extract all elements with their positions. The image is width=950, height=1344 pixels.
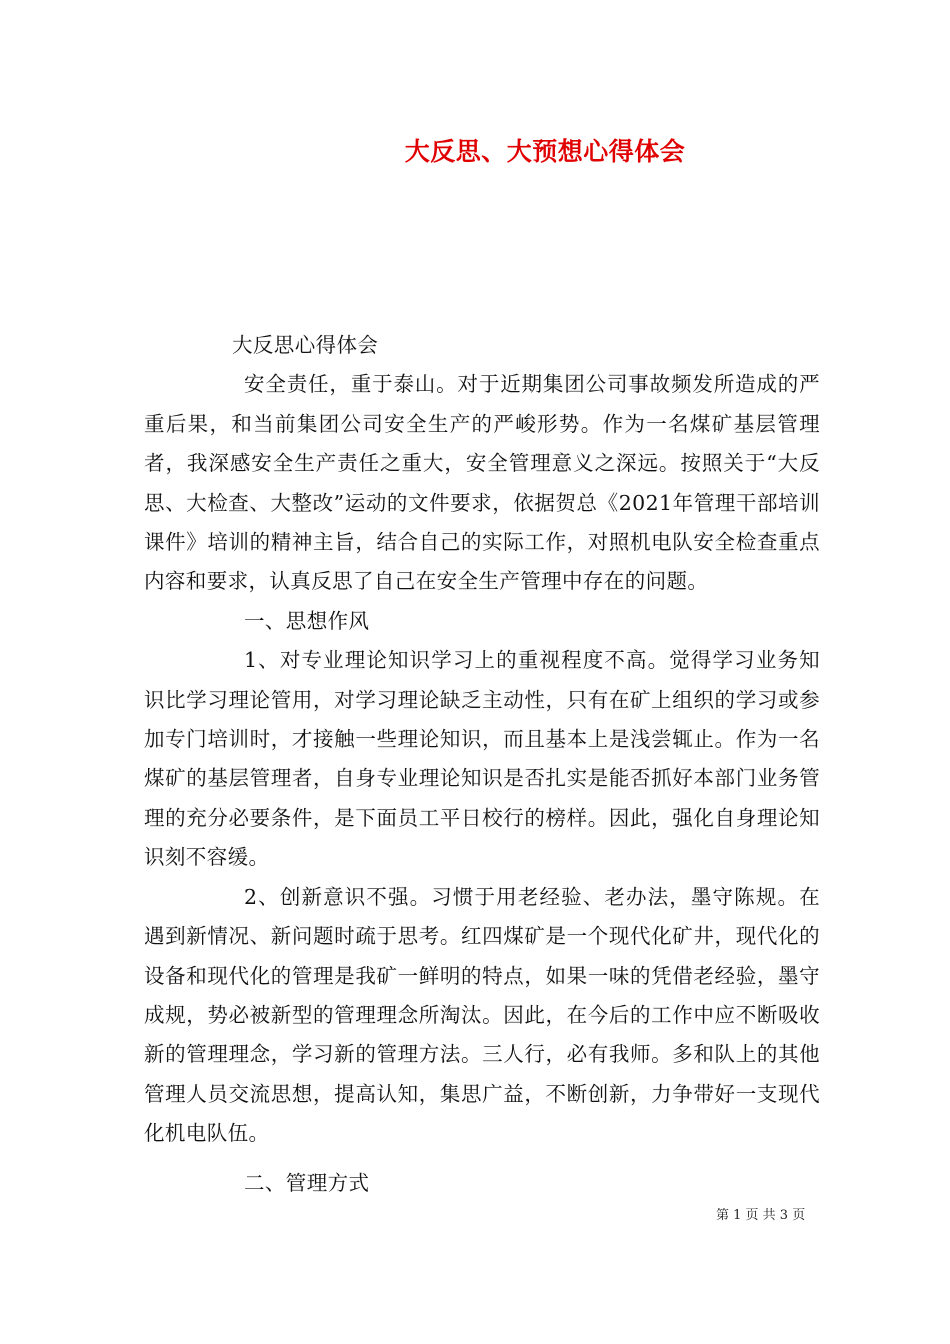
document-body bbox=[144, 326, 820, 1203]
paragraph-item-2: 2、创新意识不强。习惯于用老经验、老办法，墨守陈规。在遇到新情况、新问题时疏于思考。红四煤矿是一个现代化矿井，现代化的设备和现代化的管理是我矿一鲜明的特点，如果一味的凭借老经验，墨守成规，势必被新型的管理理念所淘汰。因此，在今后的工作中应不断吸收新的管理理念，学习新的管理方法。三人行，必有我师。多和队上的其他管理人员交流思想，提高认知，集思广益，不断创新，力争带好一支现代化机电队伍。 bbox=[144, 884, 820, 1146]
section-heading-2: 二、管理方式 bbox=[244, 1170, 370, 1195]
page-footer: 第 1 页 共 3 页 bbox=[716, 1208, 806, 1223]
document-title: 大反思、大预想心得体会 bbox=[404, 137, 686, 166]
section-heading-1: 一、思想作风 bbox=[244, 608, 370, 633]
intro-paragraph: 安全责任，重于泰山。对于近期集团公司事故频发所造成的严重后果，和当前集团公司安全生产的严峻形势。作为一名煤矿基层管理者，我深感安全生产责任之重大，安全管理意义之深远。按照关于“大反思、大检查、大整改”运动的文件要求，依据贺总《2021年管理干部培训课件》培训的精神主旨，结合自己的实际工作，对照机电队安全检查重点内容和要求，认真反思了自己在安全生产管理中存在的问题。 bbox=[144, 372, 820, 594]
subtitle: 大反思心得体会 bbox=[232, 333, 379, 357]
paragraph-item-1: 1、对专业理论知识学习上的重视程度不高。觉得学习业务知识比学习理论管用，对学习理论缺乏主动性，只有在矿上组织的学习或参加专门培训时，才接触一些理论知识，而且基本上是浅尝辄止。作为一名煤矿的基层管理者，自身专业理论知识是否扎实是能否抓好本部门业务管理的充分必要条件，是下面员工平日校行的榜样。因此，强化自身理论知识刻不容缓。 bbox=[144, 648, 820, 870]
